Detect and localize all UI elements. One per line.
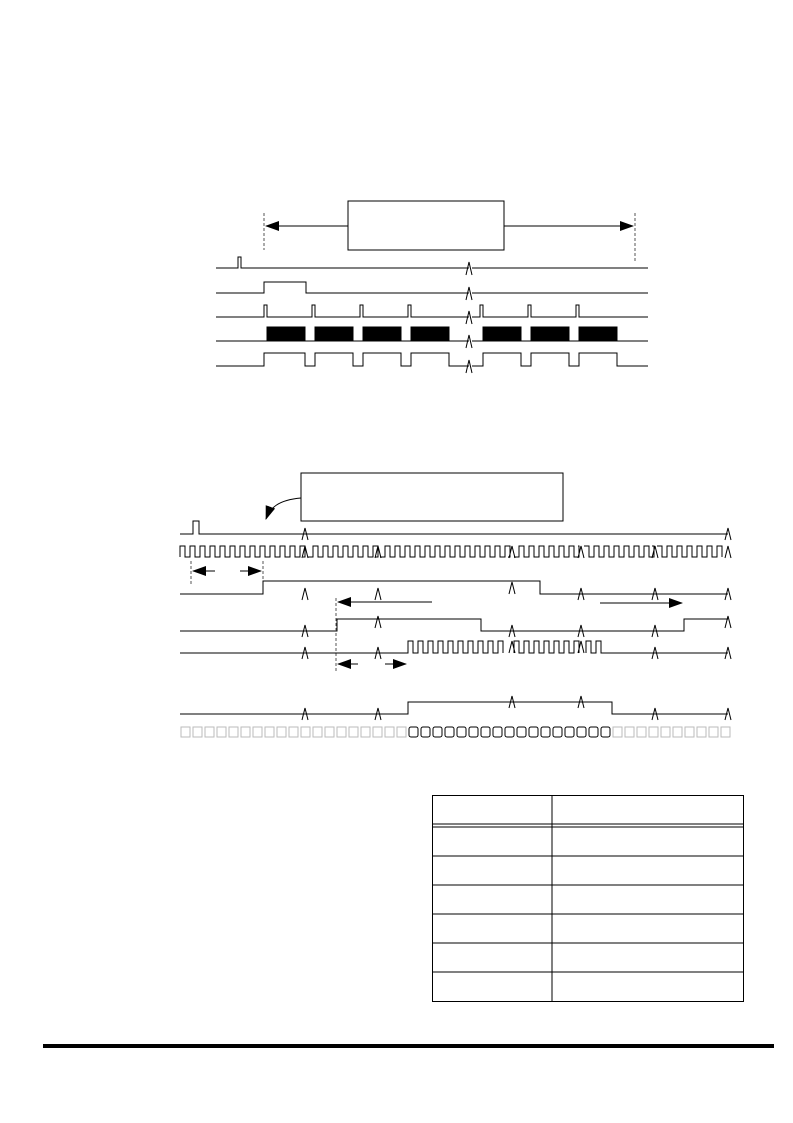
fig1-lane-4-block [267,327,305,341]
bus-cell-idle [181,727,190,737]
figure-1-timing-diagram [216,201,648,373]
bus-cell-idle [241,727,250,737]
fig2-lane-6-waveform [180,702,728,714]
fig2-lane-3-waveform [180,581,728,594]
footer-rule [43,1044,774,1048]
fig2-break-mark [725,546,731,558]
bus-cell-idle [265,727,274,737]
fig2-break-mark [652,546,658,558]
bus-cell-active [517,727,526,737]
bus-cell-active [529,727,538,737]
bus-cell-idle [673,727,682,737]
bus-cell-idle [349,727,358,737]
bus-cell-active [601,727,610,737]
bus-cell-idle [217,727,226,737]
bus-cell-idle [373,727,382,737]
bus-cell-idle [685,727,694,737]
fig1-lane-4-block [411,327,449,341]
bus-cell-active [445,727,454,737]
fig1-lane-1-waveform [216,257,648,268]
bus-cell-active [457,727,466,737]
fig1-lane-4-block [363,327,401,341]
fig2-lane-2-clock-waveform [180,546,722,557]
bus-cell-active [493,727,502,737]
bus-cell-idle [337,727,346,737]
table-border [433,796,744,1002]
bus-cell-idle [721,727,730,737]
fig1-lane-5-waveform [216,353,648,366]
bus-cell-active [433,727,442,737]
fig2-break-mark [375,616,381,628]
fig2-lane-4-waveform [180,619,728,631]
fig1-lane-3-waveform [216,305,648,317]
bus-cell-active [553,727,562,737]
fig2-break-mark [375,588,381,600]
bus-cell-active [589,727,598,737]
fig1-lane-2-waveform [216,282,648,293]
bus-cell-active [565,727,574,737]
bus-cell-active [421,727,430,737]
bus-cell-active [577,727,586,737]
figure-2-timing-diagram [180,473,731,737]
bus-cell-idle [613,727,622,737]
bus-cell-idle [361,727,370,737]
bus-cell-active [409,727,418,737]
period-label-box [348,201,504,250]
bus-cell-idle [661,727,670,737]
bus-cell-idle [325,727,334,737]
bus-cell-idle [709,727,718,737]
bus-cell-active [541,727,550,737]
bus-cell-idle [397,727,406,737]
fig2-break-mark [302,588,308,600]
fig2-break-mark [725,616,731,628]
callout-box [301,473,563,521]
bus-cell-active [481,727,490,737]
fig2-lane-1-waveform [180,521,728,534]
bus-cell-active [469,727,478,737]
bus-cell-idle [625,727,634,737]
bus-cell-idle [301,727,310,737]
bus-cell-idle [253,727,262,737]
bus-cell-idle [229,727,238,737]
bus-cell-idle [313,727,322,737]
bus-cell-idle [193,727,202,737]
bus-cell-idle [385,727,394,737]
bus-cell-idle [289,727,298,737]
fig2-lane-7-bus [181,727,730,737]
bus-cell-idle [649,727,658,737]
fig2-lane-5-burst-waveform [180,641,728,653]
fig1-lane-4-block [315,327,353,341]
bus-cell-idle [637,727,646,737]
fig1-lane-4-block [483,327,521,341]
parameter-table [432,795,744,1002]
fig1-lane-4-block [579,327,617,341]
bus-cell-idle [205,727,214,737]
bus-cell-idle [277,727,286,737]
callout-pointer-arrow [266,498,301,519]
fig2-break-mark [509,582,515,594]
bus-cell-idle [697,727,706,737]
fig1-lane-4-block [531,327,569,341]
bus-cell-active [505,727,514,737]
